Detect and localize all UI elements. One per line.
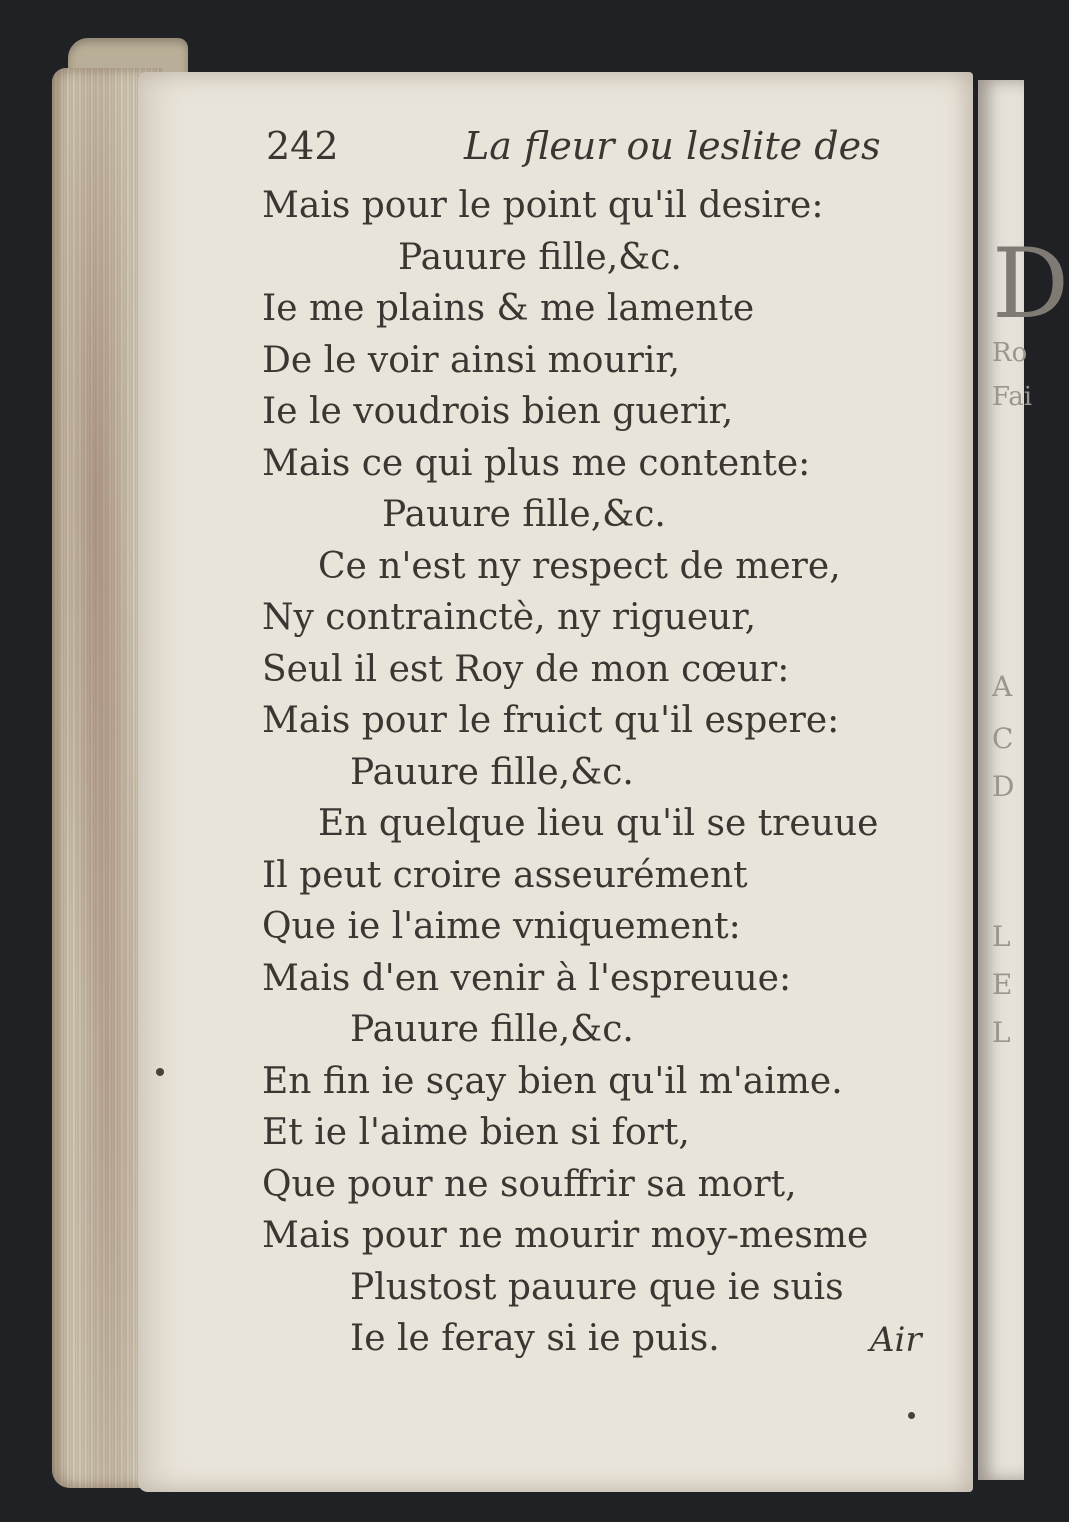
poem-line: Pauure fille,&c. (350, 751, 634, 793)
poem-line: Pauure fille,&c. (350, 1009, 634, 1050)
facing-letter: L (992, 920, 1011, 953)
poem-line: Mais d'en venir à l'espreuue: (262, 957, 792, 999)
margin-dot (156, 1068, 164, 1076)
poem-line: En fin ie sçay bien qu'il m'aime. (262, 1060, 843, 1102)
poem-line: Seul il est Roy de mon cœur: (262, 648, 790, 690)
poem-line: Pauure fille,&c. (398, 236, 682, 278)
poem-line: Mais pour ne mourir moy-mesme (262, 1215, 869, 1256)
poem-line: Que pour ne souffrir sa mort, (262, 1163, 797, 1205)
poem-line: De le voir ainsi mourir, (262, 339, 681, 381)
poem-line: Ie me plains & me lamente (262, 288, 755, 329)
facing-letter: D (992, 770, 1015, 803)
page-number: 242 (266, 124, 339, 168)
facing-letter: Fai (992, 382, 1033, 412)
poem-line: Que ie l'aime vniquement: (262, 906, 741, 947)
poem-line: Et ie l'aime bien si fort, (262, 1112, 690, 1153)
running-title: La fleur ou leslite des (464, 124, 881, 168)
poem-line: Mais pour le point qu'il desire: (262, 185, 824, 226)
facing-letter: E (992, 968, 1013, 1001)
poem-line: Plustost pauure que ie suis (350, 1266, 844, 1308)
book-page (138, 72, 973, 1492)
poem-line: Pauure fille,&c. (382, 494, 666, 535)
margin-dot (908, 1412, 915, 1419)
poem-line: Ie le feray si ie puis. (350, 1318, 720, 1359)
facing-page-letters (978, 80, 1069, 1480)
facing-letter: L (992, 1016, 1011, 1049)
facing-page-edge (978, 80, 1069, 1480)
catchword: Air (870, 1320, 922, 1360)
poem-line: Il peut croire asseurément (262, 854, 748, 896)
facing-letter: Ro (992, 338, 1028, 368)
facing-letter: A (992, 670, 1013, 703)
poem-line: En quelque lieu qu'il se treuue (318, 803, 879, 844)
page-header (266, 124, 881, 180)
poem-lines (262, 180, 962, 1365)
poem-line: Ce n'est ny respect de mere, (318, 545, 841, 587)
poem-line: Mais pour le fruict qu'il espere: (262, 700, 840, 741)
poem-line: Mais ce qui plus me contente: (262, 442, 811, 484)
facing-letter: C (992, 722, 1014, 755)
poem-line: Ny contrainctè, ny rigueur, (262, 597, 757, 638)
facing-initial: D (992, 228, 1069, 340)
poem-line: Ie le voudrois bien guerir, (262, 391, 734, 432)
